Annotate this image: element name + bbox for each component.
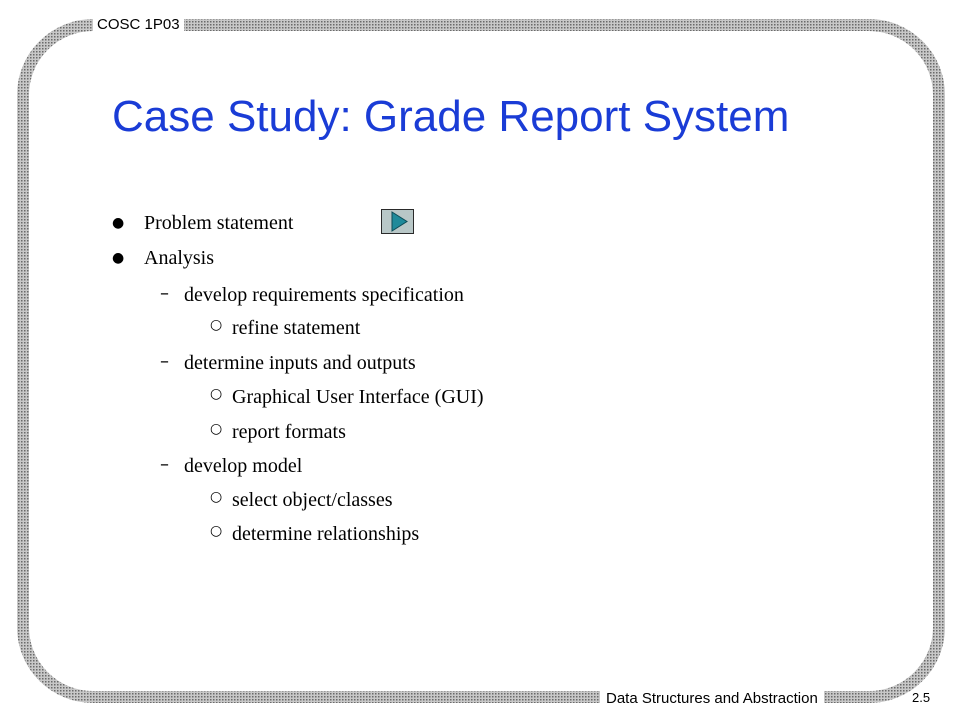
circle-bullet-icon: ○ <box>210 489 223 505</box>
dash-icon: – <box>160 283 169 304</box>
list-item-text: develop requirements specification <box>184 284 464 306</box>
footer-course-title: Data Structures and Abstraction <box>600 690 824 707</box>
list-item-text: select object/classes <box>232 489 393 511</box>
dash-icon: – <box>160 351 169 372</box>
list-item <box>210 489 393 511</box>
circle-bullet-icon: ○ <box>210 386 223 402</box>
list-item <box>160 454 303 477</box>
list-item-text: refine statement <box>232 317 361 339</box>
list-item <box>160 283 464 306</box>
list-item <box>112 212 294 234</box>
list-item <box>210 317 361 339</box>
list-item <box>112 247 214 269</box>
list-item-text: develop model <box>184 455 303 477</box>
list-item <box>210 386 484 408</box>
list-item-text: Graphical User Interface (GUI) <box>232 386 484 408</box>
list-item <box>210 523 420 545</box>
course-code: COSC 1P03 <box>93 16 184 33</box>
circle-bullet-icon: ○ <box>210 421 223 437</box>
list-item-text: Analysis <box>144 247 214 269</box>
dash-icon: – <box>160 454 169 475</box>
list-item-text: determine relationships <box>232 523 420 545</box>
page-number: 2.5 <box>912 690 931 705</box>
list-item-text: determine inputs and outputs <box>184 352 416 374</box>
circle-bullet-icon: ○ <box>210 317 223 333</box>
play-action-button[interactable] <box>381 209 414 234</box>
slide-title: Case Study: Grade Report System <box>112 92 790 141</box>
list-item-text: report formats <box>232 421 346 443</box>
list-item <box>210 421 346 443</box>
bullet-dot-icon: ● <box>112 215 125 231</box>
list-item-text: Problem statement <box>144 212 294 234</box>
bullet-dot-icon: ● <box>112 250 125 266</box>
circle-bullet-icon: ○ <box>210 523 223 539</box>
list-item <box>160 351 416 374</box>
play-icon <box>382 210 413 233</box>
